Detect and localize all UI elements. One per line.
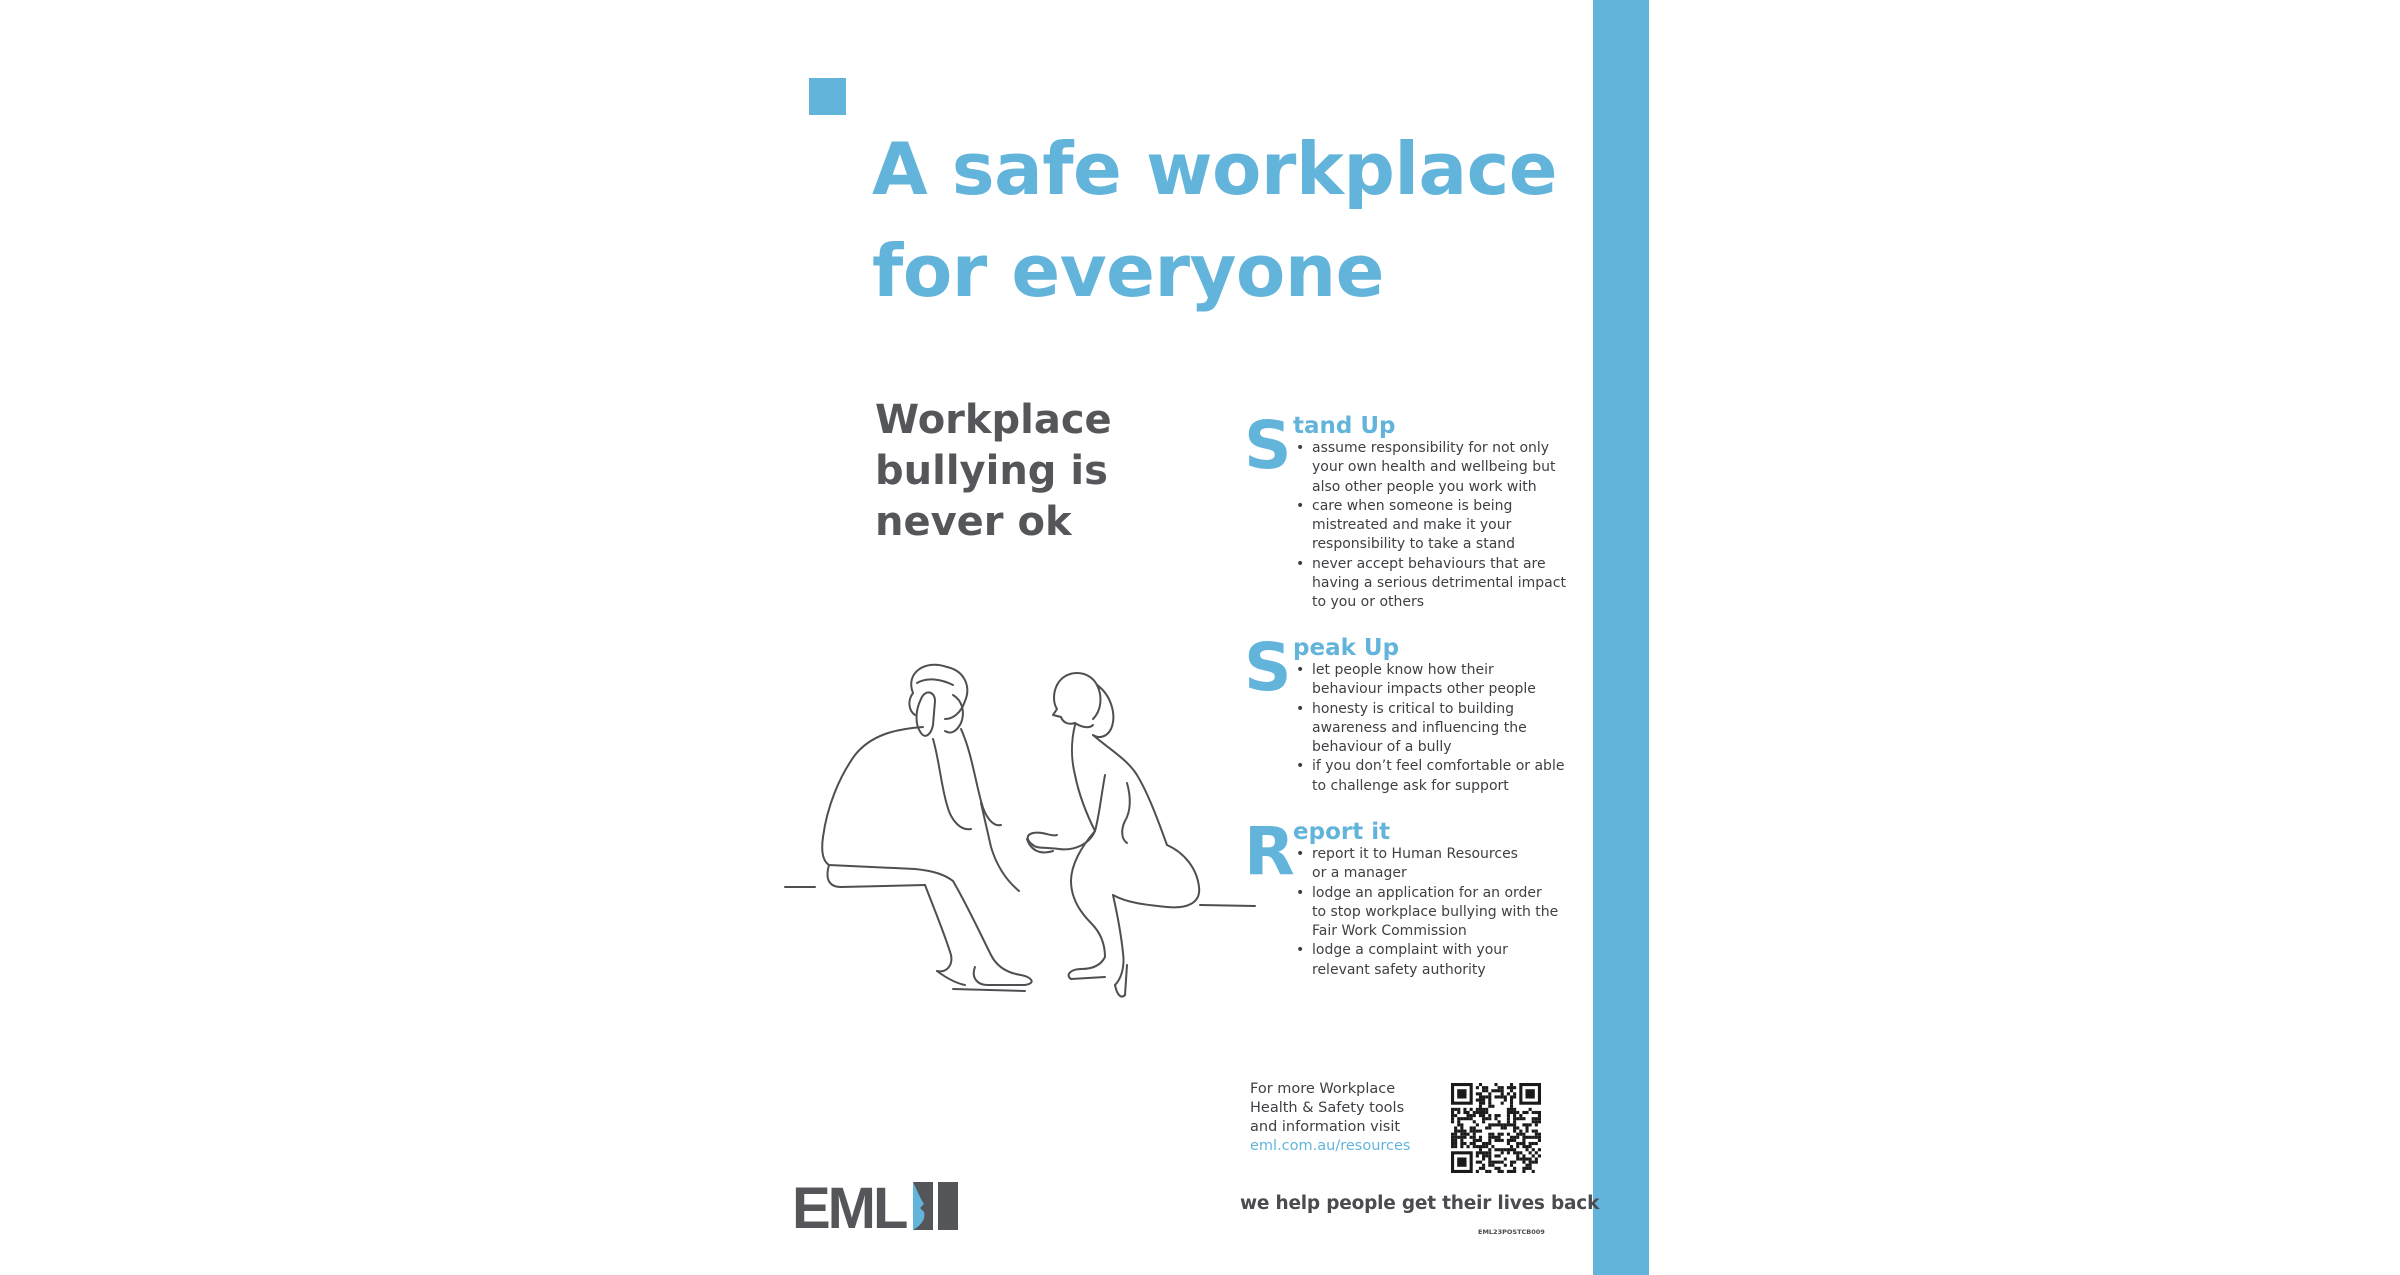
section-initial: R <box>1244 813 1295 890</box>
section-title: eport it <box>1293 819 1391 845</box>
bullet-list <box>1296 845 1558 980</box>
svg-text:EML: EML <box>792 1180 906 1232</box>
bullet-list <box>1296 439 1566 613</box>
more-info-line: For more Workplace <box>1250 1081 1396 1097</box>
bullet-list <box>1296 661 1564 796</box>
list-item: • report it to Human Resources or a manager <box>1296 845 1558 884</box>
more-info-line: and information visit <box>1250 1119 1401 1135</box>
section-title: peak Up <box>1293 635 1400 661</box>
headline-line: for everyone <box>872 229 1384 313</box>
qr-code[interactable] <box>1451 1083 1541 1173</box>
headline <box>872 118 1557 322</box>
document-code: EML23POSTCB009 <box>1478 1228 1545 1236</box>
tagline: we help people get their lives back <box>1240 1193 1600 1214</box>
list-item: • let people know how their behaviour impacts other people <box>1296 661 1564 700</box>
subheading <box>875 395 1112 548</box>
list-item: • care when someone is being mistreated and make it your responsibility to take a stand <box>1296 497 1566 555</box>
two-people-line-illustration <box>775 655 1260 1005</box>
list-item: • never accept behaviours that are having a serious detrimental impact to you or others <box>1296 555 1566 613</box>
accent-square <box>809 78 846 115</box>
more-info <box>1250 1080 1411 1156</box>
list-item: • assume responsibility for not only your own health and wellbeing but also other people you work with <box>1296 439 1566 497</box>
subheading-line: never ok <box>875 499 1072 545</box>
eml-logo <box>792 1180 962 1232</box>
list-item: • if you don’t feel comfortable or able to challenge ask for support <box>1296 757 1564 796</box>
list-item: • lodge an application for an order to stop workplace bullying with the Fair Work Commission <box>1296 884 1558 942</box>
list-item: • honesty is critical to building awareness and influencing the behaviour of a bully <box>1296 700 1564 758</box>
subheading-line: bullying is <box>875 448 1108 494</box>
accent-sidebar <box>1593 0 1649 1275</box>
resources-link[interactable]: eml.com.au/resources <box>1250 1138 1411 1154</box>
headline-line: A safe workplace <box>872 127 1558 211</box>
more-info-line: Health & Safety tools <box>1250 1100 1405 1116</box>
list-item: • lodge a complaint with your relevant safety authority <box>1296 941 1558 980</box>
section-title: tand Up <box>1293 413 1396 439</box>
subheading-line: Workplace <box>875 397 1112 443</box>
section-initial: S <box>1244 629 1292 706</box>
section-initial: S <box>1244 407 1292 484</box>
